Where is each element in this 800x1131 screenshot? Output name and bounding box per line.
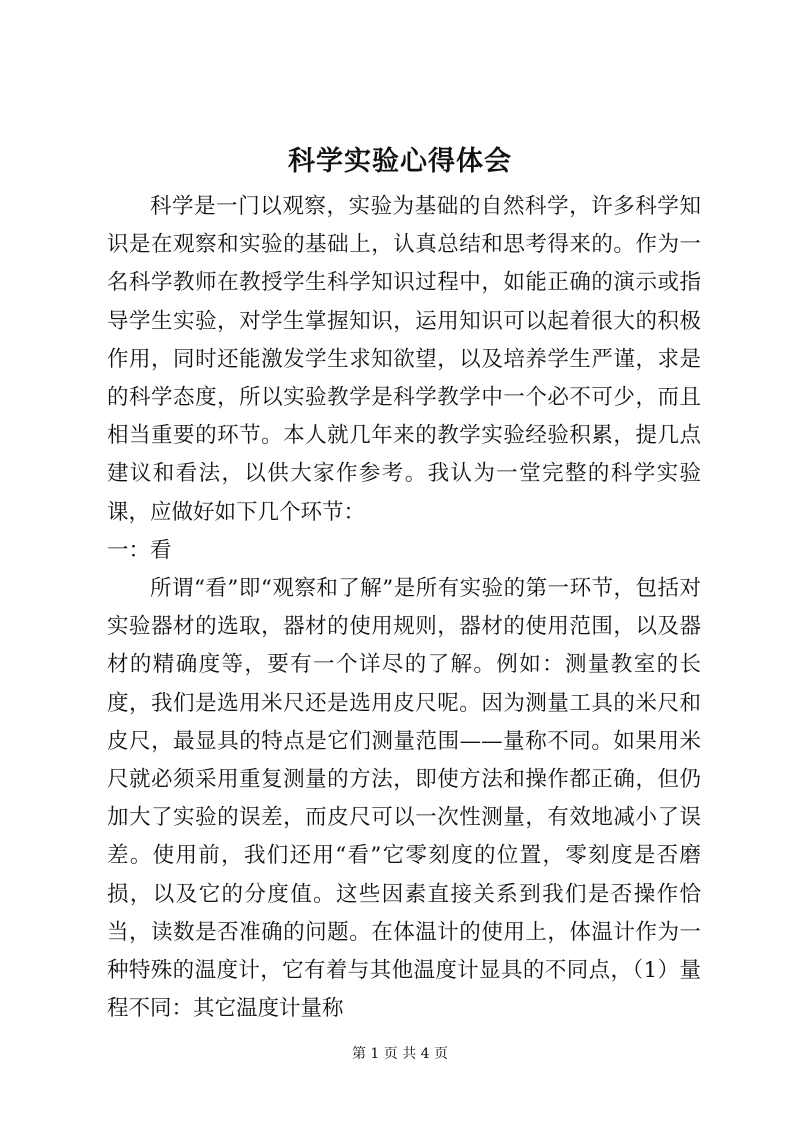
section-heading-look: 一：看 <box>107 537 172 563</box>
page-number-footer: 第 1 页 共 4 页 <box>351 1046 449 1062</box>
document-body <box>107 188 701 1028</box>
intro-paragraph: 科学是一门以观察，实验为基础的自然科学，许多科学知识是在观察和实验的基础上，认真总结和思考得来的。作为一名科学教师在教授学生科学知识过程中，如能正确的演示或指导学生实验，对学生掌握知识，运用知识可以起着很大的积极作用，同时还能激发学生求知欲望，以及培养学生严谨，求是的科学态度，所以实验教学是科学教学中一个必不可少，而且相当重要的环节。本人就几年来的教学实验经验积累，提几点建议和看法，以供大家作参考。我认为一堂完整的科学实验课，应做好如下几个环节： <box>107 194 701 525</box>
page-title: 科学实验心得体会 <box>288 146 512 177</box>
look-section-paragraph: 所谓“看”即“观察和了解”是所有实验的第一环节，包括对实验器材的选取，器材的使用规则，器材的使用范围，以及器材的精确度等，要有一个详尽的了解。例如：测量教室的长度，我们是选用米尺还是选用皮尺呢。因为测量工具的米尺和皮尺，最显具的特点是它们测量范围——量称不同。如果用米尺就必须采用重复测量的方法，即使方法和操作都正确，但仍加大了实验的误差，而皮尺可以一次性测量，有效地减小了误差。使用前，我们还用“看”它零刻度的位置，零刻度是否磨损，以及它的分度值。这些因素直接关系到我们是否操作恰当，读数是否准确的问题。在体温计的使用上，体温计作为一种特殊的温度计，它有着与其他温度计显具的不同点，（1）量程不同：其它温度计量称 <box>107 576 701 1022</box>
